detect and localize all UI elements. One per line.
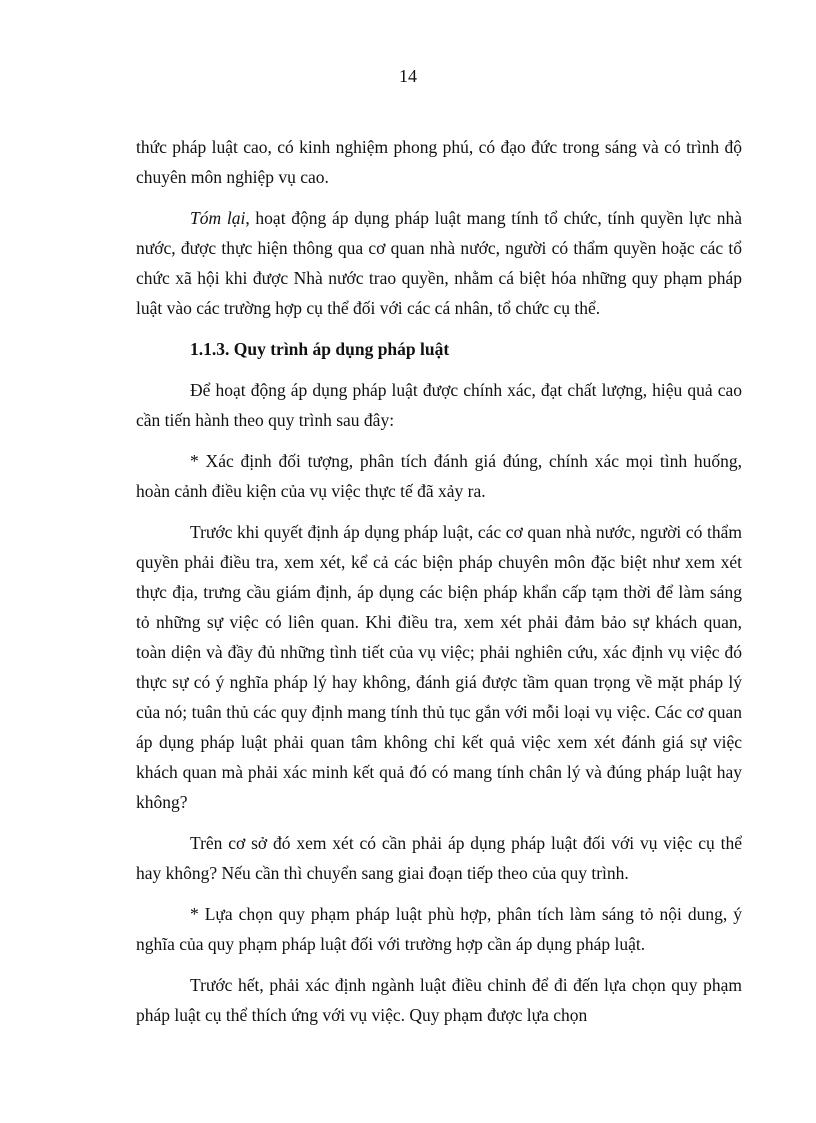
- paragraph-continuation: thức pháp luật cao, có kinh nghiệm phong phú, có đạo đức trong sáng và có trình độ chuyên môn nghiệp vụ cao.: [136, 137, 742, 187]
- paragraph-summary: [136, 203, 742, 323]
- summary-lead: Tóm lại: [190, 208, 246, 228]
- paragraph-basis: Trên cơ sở đó xem xét có cần phải áp dụng pháp luật đối với vụ việc cụ thể hay không? Nếu cần thì chuyển sang giai đoạn tiếp theo của quy trình.: [136, 833, 742, 883]
- page-number: 14: [399, 66, 417, 86]
- summary-text: , hoạt động áp dụng pháp luật mang tính tổ chức, tính quyền lực nhà nước, được thực hiện thông qua cơ quan nhà nước, người có thẩm quyền hoặc các tổ chức xã hội khi được Nhà nước trao quyền, nhằm cá biệt hóa những quy phạm pháp luật vào các trường hợp cụ thể đối với các cá nhân, tổ chức cụ thể.: [136, 208, 742, 318]
- paragraph-investigation: Trước khi quyết định áp dụng pháp luật, các cơ quan nhà nước, người có thẩm quyền phải điều tra, xem xét, kể cả các biện pháp chuyên môn đặc biệt như xem xét thực địa, trưng cầu giám định, áp dụng các biện pháp khẩn cấp tạm thời để làm sáng tỏ những sự việc có liên quan. Khi điều tra, xem xét phải đảm bảo sự khách quan, toàn diện và đầy đủ những tình tiết của vụ việc; phải nghiên cứu, xác định vụ việc đó thực sự có ý nghĩa pháp lý hay không, đánh giá được tầm quan trọng về mặt pháp lý của nó; tuân thủ các quy định mang tính thủ tục gắn với mỗi loại vụ việc. Các cơ quan áp dụng pháp luật phải quan tâm không chỉ kết quả việc xem xét đánh giá sự việc khách quan mà phải xác minh kết quả đó có mang tính chân lý và đúng pháp luật hay không?: [136, 522, 742, 812]
- body-text: [136, 132, 742, 1041]
- section-heading: 1.1.3. Quy trình áp dụng pháp luật: [190, 339, 450, 359]
- paragraph-step-two: * Lựa chọn quy phạm pháp luật phù hợp, phân tích làm sáng tỏ nội dung, ý nghĩa của quy phạm pháp luật đối với trường hợp cần áp dụng pháp luật.: [136, 904, 742, 954]
- paragraph-selection: Trước hết, phải xác định ngành luật điều chỉnh để đi đến lựa chọn quy phạm pháp luật cụ thể thích ứng với vụ việc. Quy phạm được lựa chọn: [136, 975, 742, 1025]
- paragraph-step-one: * Xác định đối tượng, phân tích đánh giá đúng, chính xác mọi tình huống, hoàn cảnh điều kiện của vụ việc thực tế đã xảy ra.: [136, 451, 742, 501]
- paragraph-intro: Để hoạt động áp dụng pháp luật được chính xác, đạt chất lượng, hiệu quả cao cần tiến hành theo quy trình sau đây:: [136, 380, 742, 430]
